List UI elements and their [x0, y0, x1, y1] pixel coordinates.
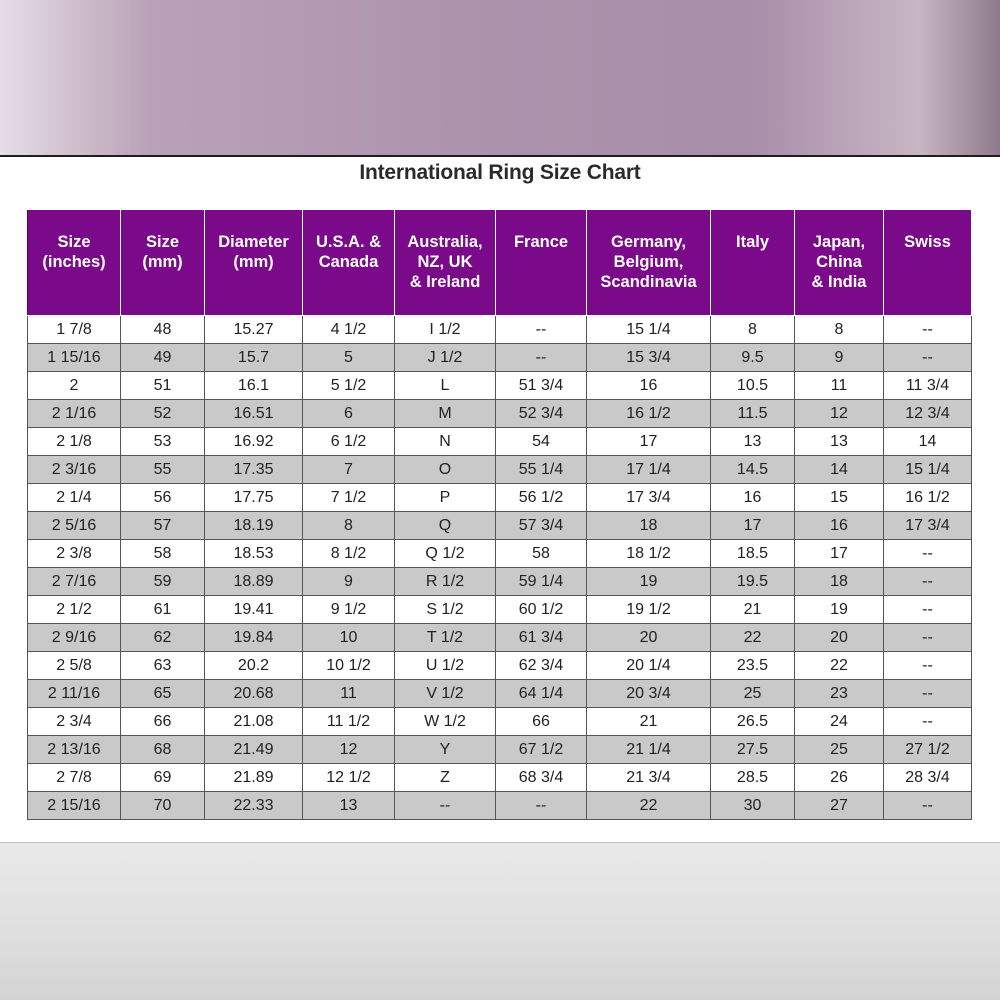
table-cell: --	[496, 344, 587, 372]
table-cell: 21 1/4	[587, 736, 711, 764]
table-cell: 17 1/4	[587, 456, 711, 484]
table-cell: 16	[711, 484, 795, 512]
table-cell: 28 3/4	[884, 764, 972, 792]
table-row	[28, 484, 972, 512]
column-header	[884, 210, 972, 316]
table-cell: --	[884, 596, 972, 624]
ring-size-table	[27, 209, 972, 820]
table-cell: 23	[795, 680, 884, 708]
table-cell: 14	[795, 456, 884, 484]
table-cell: 17.75	[205, 484, 303, 512]
table-cell: R 1/2	[395, 568, 496, 596]
table-cell: 66	[121, 708, 205, 736]
table-cell: 11 3/4	[884, 372, 972, 400]
table-cell: 20.2	[205, 652, 303, 680]
table-cell: 2 15/16	[28, 792, 121, 820]
table-cell: 70	[121, 792, 205, 820]
table-cell: Y	[395, 736, 496, 764]
table-cell: --	[884, 680, 972, 708]
table-cell: --	[395, 792, 496, 820]
table-cell: 56	[121, 484, 205, 512]
table-cell: 17	[711, 512, 795, 540]
background-top	[0, 0, 1000, 155]
table-cell: 55	[121, 456, 205, 484]
table-cell: 12	[795, 400, 884, 428]
column-header	[795, 210, 884, 316]
table-row	[28, 624, 972, 652]
table-cell: 22.33	[205, 792, 303, 820]
column-header-line: Scandinavia	[600, 273, 697, 291]
table-row	[28, 792, 972, 820]
table-cell: 11	[303, 680, 395, 708]
table-cell: 12 3/4	[884, 400, 972, 428]
table-row	[28, 316, 972, 344]
column-header-line: Swiss	[904, 233, 951, 251]
table-cell: 18.89	[205, 568, 303, 596]
table-row	[28, 372, 972, 400]
table-cell: 68	[121, 736, 205, 764]
table-cell: 2 9/16	[28, 624, 121, 652]
table-cell: 2 1/8	[28, 428, 121, 456]
table-cell: 26.5	[711, 708, 795, 736]
table-cell: N	[395, 428, 496, 456]
column-header-line: & Ireland	[409, 273, 481, 291]
table-cell: 15	[795, 484, 884, 512]
table-cell: 21 3/4	[587, 764, 711, 792]
table-cell: 20	[795, 624, 884, 652]
table-cell: 2 1/16	[28, 400, 121, 428]
table-cell: 61	[121, 596, 205, 624]
table-cell: 26	[795, 764, 884, 792]
column-header	[303, 210, 395, 316]
column-header	[587, 210, 711, 316]
table-cell: --	[496, 792, 587, 820]
table-row	[28, 428, 972, 456]
table-cell: 15 3/4	[587, 344, 711, 372]
table-cell: Q 1/2	[395, 540, 496, 568]
table-cell: T 1/2	[395, 624, 496, 652]
column-header-line: Size	[57, 233, 91, 251]
table-cell: 15 1/4	[884, 456, 972, 484]
table-cell: 6	[303, 400, 395, 428]
table-cell: 10 1/2	[303, 652, 395, 680]
table-cell: 66	[496, 708, 587, 736]
table-cell: 62	[121, 624, 205, 652]
table-cell: --	[884, 652, 972, 680]
column-header-line: (mm)	[142, 253, 183, 271]
table-cell: 19.5	[711, 568, 795, 596]
column-header	[121, 210, 205, 316]
column-header-line: Australia,	[407, 233, 483, 251]
table-cell: 30	[711, 792, 795, 820]
table-cell: W 1/2	[395, 708, 496, 736]
table-cell: 5	[303, 344, 395, 372]
table-cell: 12	[303, 736, 395, 764]
table-row	[28, 708, 972, 736]
table-cell: 15.27	[205, 316, 303, 344]
table-cell: 19.84	[205, 624, 303, 652]
table-cell: 9	[303, 568, 395, 596]
table-cell: 18	[587, 512, 711, 540]
table-row	[28, 764, 972, 792]
table-cell: 9	[795, 344, 884, 372]
table-cell: 27 1/2	[884, 736, 972, 764]
table-cell: --	[884, 568, 972, 596]
table-cell: 22	[587, 792, 711, 820]
table-cell: M	[395, 400, 496, 428]
table-cell: 58	[496, 540, 587, 568]
table-row	[28, 680, 972, 708]
table-cell: 51	[121, 372, 205, 400]
table-body	[28, 316, 972, 820]
table-cell: 14	[884, 428, 972, 456]
table-cell: 7	[303, 456, 395, 484]
table-cell: 58	[121, 540, 205, 568]
table-cell: 13	[795, 428, 884, 456]
table-cell: O	[395, 456, 496, 484]
table-cell: 11	[795, 372, 884, 400]
column-header-line: China	[816, 253, 862, 271]
table-cell: 16.92	[205, 428, 303, 456]
table-cell: 55 1/4	[496, 456, 587, 484]
table-cell: 2	[28, 372, 121, 400]
column-header-line: Germany,	[611, 233, 686, 251]
table-cell: 69	[121, 764, 205, 792]
table-cell: 20 3/4	[587, 680, 711, 708]
table-cell: 25	[795, 736, 884, 764]
table-cell: --	[884, 792, 972, 820]
header-row	[28, 210, 972, 316]
table-cell: 10.5	[711, 372, 795, 400]
column-header-line: (inches)	[42, 253, 106, 271]
table-row	[28, 400, 972, 428]
table-cell: 19	[587, 568, 711, 596]
table-cell: 8 1/2	[303, 540, 395, 568]
table-cell: 5 1/2	[303, 372, 395, 400]
table-cell: 68 3/4	[496, 764, 587, 792]
table-cell: 17	[795, 540, 884, 568]
table-cell: J 1/2	[395, 344, 496, 372]
column-header-line: Canada	[318, 253, 379, 271]
table-cell: 9.5	[711, 344, 795, 372]
table-cell: 17 3/4	[587, 484, 711, 512]
table-cell: 13	[303, 792, 395, 820]
table-cell: 7 1/2	[303, 484, 395, 512]
table-cell: 12 1/2	[303, 764, 395, 792]
background-bottom	[0, 843, 1000, 1000]
column-header	[205, 210, 303, 316]
table-cell: 48	[121, 316, 205, 344]
table-cell: 18.53	[205, 540, 303, 568]
table-cell: 57 3/4	[496, 512, 587, 540]
table-cell: 21.49	[205, 736, 303, 764]
table-cell: 20.68	[205, 680, 303, 708]
table-cell: 4 1/2	[303, 316, 395, 344]
table-cell: S 1/2	[395, 596, 496, 624]
table-cell: 65	[121, 680, 205, 708]
table-cell: 22	[711, 624, 795, 652]
table-cell: 21.89	[205, 764, 303, 792]
table-cell: --	[884, 344, 972, 372]
table-cell: 1 7/8	[28, 316, 121, 344]
column-header-line: (mm)	[233, 253, 274, 271]
table-row	[28, 736, 972, 764]
table-cell: L	[395, 372, 496, 400]
table-cell: 2 3/8	[28, 540, 121, 568]
table-row	[28, 512, 972, 540]
table-cell: 52 3/4	[496, 400, 587, 428]
column-header-line: Size	[145, 233, 180, 251]
table-cell: --	[884, 708, 972, 736]
table-cell: 20 1/4	[587, 652, 711, 680]
table-cell: 17	[587, 428, 711, 456]
column-header-line: NZ, UK	[417, 253, 473, 271]
table-cell: 2 7/8	[28, 764, 121, 792]
column-header	[711, 210, 795, 316]
table-cell: 60 1/2	[496, 596, 587, 624]
chart-title: International Ring Size Chart	[359, 161, 641, 184]
table-cell: --	[496, 316, 587, 344]
table-cell: 63	[121, 652, 205, 680]
table-cell: 1 15/16	[28, 344, 121, 372]
table-cell: 59	[121, 568, 205, 596]
table-cell: 62 3/4	[496, 652, 587, 680]
table-cell: 23.5	[711, 652, 795, 680]
table-cell: I 1/2	[395, 316, 496, 344]
column-header-line: France	[513, 233, 569, 251]
table-cell: 16	[587, 372, 711, 400]
table-cell: 17.35	[205, 456, 303, 484]
table-cell: Q	[395, 512, 496, 540]
table-cell: 51 3/4	[496, 372, 587, 400]
table-cell: 16	[795, 512, 884, 540]
table-cell: U 1/2	[395, 652, 496, 680]
table-cell: 54	[496, 428, 587, 456]
table-cell: 25	[711, 680, 795, 708]
table-cell: P	[395, 484, 496, 512]
table-cell: 9 1/2	[303, 596, 395, 624]
table-cell: 18 1/2	[587, 540, 711, 568]
table-cell: 59 1/4	[496, 568, 587, 596]
table-cell: 24	[795, 708, 884, 736]
table-cell: 2 5/8	[28, 652, 121, 680]
column-header-line: Italy	[735, 233, 770, 251]
table-cell: 8	[795, 316, 884, 344]
table-cell: 2 3/16	[28, 456, 121, 484]
table-cell: 2 13/16	[28, 736, 121, 764]
column-header	[28, 210, 121, 316]
table-cell: 57	[121, 512, 205, 540]
table-cell: 20	[587, 624, 711, 652]
table-cell: 11 1/2	[303, 708, 395, 736]
table-cell: 6 1/2	[303, 428, 395, 456]
column-header-line: U.S.A. &	[315, 233, 382, 251]
table-cell: --	[884, 540, 972, 568]
table-cell: 19	[795, 596, 884, 624]
table-cell: 15.7	[205, 344, 303, 372]
chart-sheet	[0, 155, 1000, 843]
table-cell: 2 3/4	[28, 708, 121, 736]
table-cell: 17 3/4	[884, 512, 972, 540]
table-cell: 61 3/4	[496, 624, 587, 652]
table-cell: --	[884, 624, 972, 652]
table-cell: 16 1/2	[587, 400, 711, 428]
table-cell: 22	[795, 652, 884, 680]
table-cell: 10	[303, 624, 395, 652]
table-cell: 8	[711, 316, 795, 344]
table-row	[28, 456, 972, 484]
column-header-line: Belgium,	[613, 253, 684, 271]
table-cell: 21	[587, 708, 711, 736]
column-header-line: Japan,	[812, 233, 866, 251]
table-cell: 21	[711, 596, 795, 624]
table-cell: 11.5	[711, 400, 795, 428]
table-cell: 2 11/16	[28, 680, 121, 708]
table-cell: 18.19	[205, 512, 303, 540]
table-cell: 14.5	[711, 456, 795, 484]
table-cell: 27	[795, 792, 884, 820]
table-cell: 2 5/16	[28, 512, 121, 540]
table-cell: 2 1/4	[28, 484, 121, 512]
table-cell: 21.08	[205, 708, 303, 736]
table-cell: --	[884, 316, 972, 344]
table-row	[28, 568, 972, 596]
table-cell: 19.41	[205, 596, 303, 624]
column-header-line: Diameter	[218, 233, 289, 251]
table-row	[28, 596, 972, 624]
column-header-line: & India	[811, 273, 867, 291]
table-cell: 53	[121, 428, 205, 456]
column-header	[496, 210, 587, 316]
table-cell: 56 1/2	[496, 484, 587, 512]
table-cell: 27.5	[711, 736, 795, 764]
table-cell: 8	[303, 512, 395, 540]
table-cell: 18.5	[711, 540, 795, 568]
table-cell: V 1/2	[395, 680, 496, 708]
table-cell: 52	[121, 400, 205, 428]
table-row	[28, 344, 972, 372]
table-cell: 16 1/2	[884, 484, 972, 512]
table-row	[28, 540, 972, 568]
table-cell: 16.1	[205, 372, 303, 400]
table-cell: Z	[395, 764, 496, 792]
table-cell: 13	[711, 428, 795, 456]
table-cell: 49	[121, 344, 205, 372]
table-cell: 18	[795, 568, 884, 596]
table-cell: 67 1/2	[496, 736, 587, 764]
table-cell: 2 7/16	[28, 568, 121, 596]
table-cell: 19 1/2	[587, 596, 711, 624]
table-cell: 15 1/4	[587, 316, 711, 344]
table-cell: 64 1/4	[496, 680, 587, 708]
table-row	[28, 652, 972, 680]
table-cell: 2 1/2	[28, 596, 121, 624]
table-cell: 16.51	[205, 400, 303, 428]
column-header	[395, 210, 496, 316]
table-cell: 28.5	[711, 764, 795, 792]
